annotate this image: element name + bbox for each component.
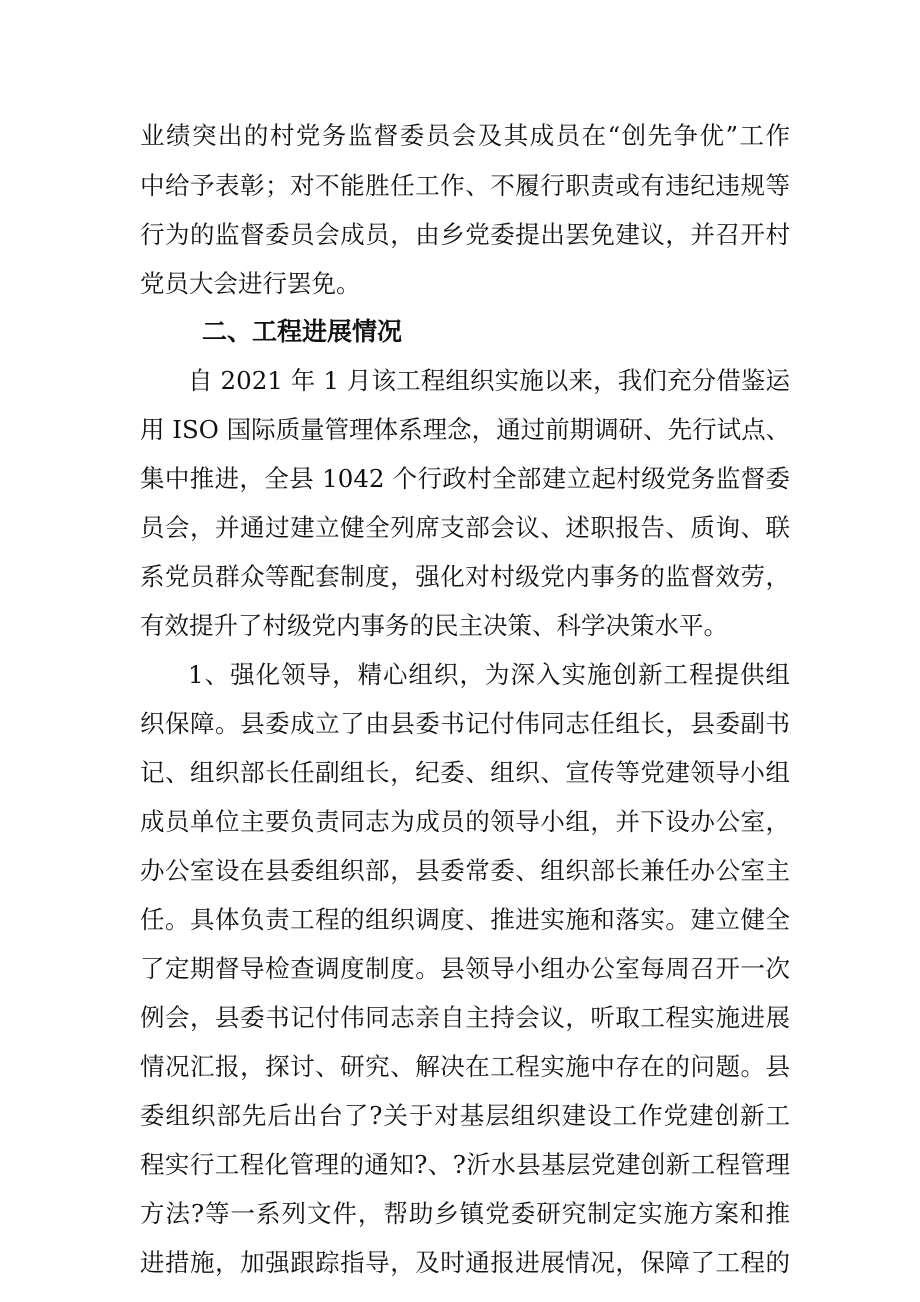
text-line: 进措施，加强跟踪指导，及时通报进展情况，保障了工程的 [140,1248,790,1277]
text-line: 中给予表彰；对不能胜任工作、不履行职责或有违纪违规等 [140,171,790,200]
text-line: 有效提升了村级党内事务的民主决策、科学决策水平。 [140,611,728,640]
text-line: 委组织部先后出台了?关于对基层组织建设工作党建创新工 [140,1101,790,1130]
text-line: 成员单位主要负责同志为成员的领导小组，并下设办公室， [140,807,790,836]
text-line: 集中推进，全县 1042 个行政村全部建立起村级党务监督委 [140,464,790,493]
text-line: 方法?等一系列文件，帮助乡镇党委研究制定实施方案和推 [140,1199,790,1228]
text-line: 系党员群众等配套制度，强化对村级党内事务的监督效劳， [140,562,790,591]
section-heading: 二、工程进展情况 [202,317,403,346]
text-line: 员会，并通过建立健全列席支部会议、述职报告、质询、联 [140,513,790,542]
text-line: 行为的监督委员会成员，由乡党委提出罢免建议，并召开村 [140,220,790,249]
text-line: 任。具体负责工程的组织调度、推进实施和落实。建立健全 [140,905,790,934]
text-line: 情况汇报，探讨、研究、解决在工程实施中存在的问题。县 [140,1052,790,1081]
text-line: 了定期督导检查调度制度。县领导小组办公室每周召开一次 [140,954,790,983]
text-line: 自 2021 年 1 月该工程组织实施以来，我们充分借鉴运 [188,366,790,395]
text-line: 业绩突出的村党务监督委员会及其成员在“创先争优”工作 [140,121,790,150]
text-line: 记、组织部长任副组长，纪委、组织、宣传等党建领导小组 [140,758,790,787]
text-line: 办公室设在县委组织部，县委常委、组织部长兼任办公室主 [140,856,790,885]
text-line: 用 ISO 国际质量管理体系理念，通过前期调研、先行试点、 [140,415,790,444]
text-line: 党员大会进行罢免。 [140,269,361,298]
text-line: 织保障。县委成立了由县委书记付伟同志任组长，县委副书 [140,709,790,738]
text-line: 例会，县委书记付伟同志亲自主持会议，听取工程实施进展 [140,1003,790,1032]
text-line: 1、强化领导，精心组织，为深入实施创新工程提供组 [188,660,790,689]
text-line: 程实行工程化管理的通知?、?沂水县基层党建创新工程管理 [140,1150,790,1179]
